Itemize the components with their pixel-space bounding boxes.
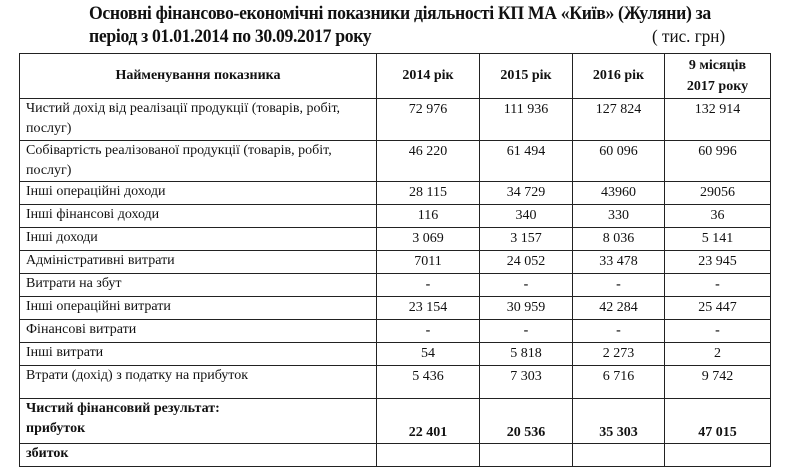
header-indicator-name: Найменування показника <box>20 54 377 99</box>
loss-2017 <box>665 444 771 467</box>
cell-2016: - <box>573 320 665 343</box>
net-result-label <box>20 399 377 444</box>
row-label: Інші фінансові доходи <box>20 205 377 228</box>
cell-2015: - <box>480 274 573 297</box>
cell-2016: 42 284 <box>573 297 665 320</box>
cell-2015: - <box>480 320 573 343</box>
cell-2014: 28 115 <box>377 182 480 205</box>
row-label: Фінансові витрати <box>20 320 377 343</box>
cell-2016: 43960 <box>573 182 665 205</box>
cell-2014: 3 069 <box>377 228 480 251</box>
net-result-label-line2: прибуток <box>26 421 86 436</box>
document-title-line2: період з 01.01.2014 по 30.09.2017 року <box>89 26 372 47</box>
cell-2017: 9 742 <box>665 366 771 399</box>
cell-2015: 61 494 <box>480 141 573 182</box>
cell-2017: 23 945 <box>665 251 771 274</box>
cell-2017: 36 <box>665 205 771 228</box>
cell-2015: 7 303 <box>480 366 573 399</box>
cell-2016: 33 478 <box>573 251 665 274</box>
cell-2015: 111 936 <box>480 99 573 141</box>
row-label: Чистий дохід від реалізації продукції (товарів, робіт, послуг) <box>20 99 377 141</box>
cell-2017: 60 996 <box>665 141 771 182</box>
net-result-2016: 35 303 <box>573 399 665 444</box>
cell-2016: 330 <box>573 205 665 228</box>
table-row <box>20 141 771 182</box>
cell-2017: 5 141 <box>665 228 771 251</box>
financial-indicators-table <box>19 53 771 467</box>
header-2017-line2: 2017 року <box>686 79 749 94</box>
cell-2015: 5 818 <box>480 343 573 366</box>
cell-2014: 116 <box>377 205 480 228</box>
cell-2017: - <box>665 320 771 343</box>
row-label: Витрати на збут <box>20 274 377 297</box>
table-row <box>20 343 771 366</box>
cell-2017: - <box>665 274 771 297</box>
loss-2016 <box>573 444 665 467</box>
net-result-2015: 20 536 <box>480 399 573 444</box>
document-title-line1: Основні фінансово-економічні показники діяльності КП МА «Київ» (Жуляни) за <box>89 3 711 24</box>
table-row <box>20 205 771 228</box>
row-label: Інші операційні витрати <box>20 297 377 320</box>
header-2014: 2014 рік <box>377 54 480 99</box>
net-result-2014: 22 401 <box>377 399 480 444</box>
cell-2014: 7011 <box>377 251 480 274</box>
cell-2015: 3 157 <box>480 228 573 251</box>
row-label: Адміністративні витрати <box>20 251 377 274</box>
cell-2017: 132 914 <box>665 99 771 141</box>
cell-2017: 29056 <box>665 182 771 205</box>
loss-2014 <box>377 444 480 467</box>
net-result-row <box>20 399 771 444</box>
cell-2015: 30 959 <box>480 297 573 320</box>
cell-2016: 6 716 <box>573 366 665 399</box>
header-2017-9-months <box>665 54 771 99</box>
loss-label: збиток <box>20 444 377 467</box>
cell-2016: 60 096 <box>573 141 665 182</box>
cell-2014: 46 220 <box>377 141 480 182</box>
net-result-label-line1: Чистий фінансовий результат: <box>26 401 220 416</box>
loss-2015 <box>480 444 573 467</box>
units-label: ( тис. грн) <box>652 26 726 46</box>
cell-2016: - <box>573 274 665 297</box>
header-2015: 2015 рік <box>480 54 573 99</box>
loss-row <box>20 444 771 467</box>
header-2016: 2016 рік <box>573 54 665 99</box>
table-row <box>20 99 771 141</box>
row-label: Собівартість реалізованої продукції (товарів, робіт, послуг) <box>20 141 377 182</box>
cell-2015: 34 729 <box>480 182 573 205</box>
row-label: Інші операційні доходи <box>20 182 377 205</box>
table-row <box>20 366 771 399</box>
cell-2016: 2 273 <box>573 343 665 366</box>
cell-2014: 72 976 <box>377 99 480 141</box>
row-label: Інші витрати <box>20 343 377 366</box>
table-row <box>20 251 771 274</box>
table-row <box>20 228 771 251</box>
row-label: Інші доходи <box>20 228 377 251</box>
cell-2014: - <box>377 274 480 297</box>
table-row <box>20 274 771 297</box>
cell-2014: 5 436 <box>377 366 480 399</box>
cell-2014: - <box>377 320 480 343</box>
cell-2016: 127 824 <box>573 99 665 141</box>
cell-2015: 24 052 <box>480 251 573 274</box>
table-header-row <box>20 54 771 99</box>
row-label: Втрати (дохід) з податку на прибуток <box>20 366 377 399</box>
cell-2014: 54 <box>377 343 480 366</box>
cell-2017: 2 <box>665 343 771 366</box>
cell-2015: 340 <box>480 205 573 228</box>
table-row <box>20 320 771 343</box>
table-row <box>20 297 771 320</box>
net-result-2017: 47 015 <box>665 399 771 444</box>
table-row <box>20 182 771 205</box>
cell-2014: 23 154 <box>377 297 480 320</box>
header-2017-line1: 9 місяців <box>688 58 747 73</box>
cell-2016: 8 036 <box>573 228 665 251</box>
cell-2017: 25 447 <box>665 297 771 320</box>
